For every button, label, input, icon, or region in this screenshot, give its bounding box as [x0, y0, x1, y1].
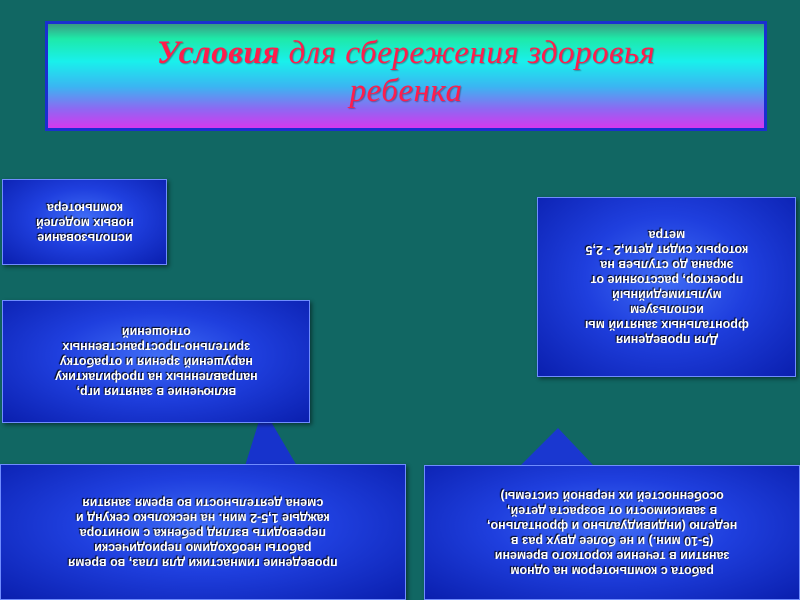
title-rest: для сбережения здоровья: [288, 35, 656, 71]
callout-computer-time: [424, 465, 800, 600]
callout-line: отношений: [121, 325, 191, 339]
callout-multimedia-projector: [537, 197, 796, 377]
callout-line: особенностей их нервной системы): [500, 488, 724, 503]
callout-line: в зависимости от возраста детей,: [506, 503, 718, 518]
callout-line: нарушений зрения и отработку: [59, 355, 253, 369]
callout-line: неделю (индивидуально и фронтально,: [486, 518, 738, 533]
callout-line: фронтальных занятий мы: [584, 318, 749, 332]
callout-line: смена деятельности во время занятия: [82, 495, 324, 510]
callout-pointer-computer-time: [520, 428, 594, 466]
callout-line: проведение гимнастики для глаз, во время: [68, 555, 338, 570]
callout-vision-games: [2, 300, 310, 423]
callout-line: каждые 1,5-2 мин. на несколько секунд и: [76, 510, 330, 525]
callout-line: зрительно-пространственных: [62, 340, 250, 354]
callout-line: проектор, расстояние от: [590, 273, 743, 287]
title-line-1: [48, 34, 764, 72]
callout-line: (5-10 мин.) и не более двух раз в: [510, 533, 714, 548]
callout-eye-gymnastics: [0, 464, 406, 600]
callout-line: новых моделей: [35, 215, 134, 230]
callout-line: метра: [648, 228, 685, 242]
callout-line: мультимедийный: [611, 288, 722, 302]
title-line-2: ребенка: [349, 73, 463, 109]
callout-line: работа с компьютером на одном: [510, 563, 714, 578]
callout-line: компьютера: [46, 200, 123, 215]
title-emphasis: Условия: [156, 35, 280, 71]
callout-line: занятии в течение короткого времени: [494, 548, 730, 563]
callout-line: переводить взгляд ребенка с монитора: [79, 525, 327, 540]
title-banner: [45, 21, 767, 131]
callout-line: используем: [629, 303, 704, 317]
callout-line: направленных на профилактику: [54, 370, 258, 384]
callout-line: использование: [36, 230, 133, 245]
callout-line: которых сидят дети,2 - 2,5: [585, 243, 748, 257]
callout-new-computer-models: [2, 179, 167, 265]
callout-line: включение в занятия игр,: [76, 385, 236, 399]
callout-line: Для проведения: [615, 333, 718, 347]
callout-line: работы необходимо периодически: [94, 540, 312, 555]
callout-line: экрана до стульев на: [599, 258, 734, 272]
